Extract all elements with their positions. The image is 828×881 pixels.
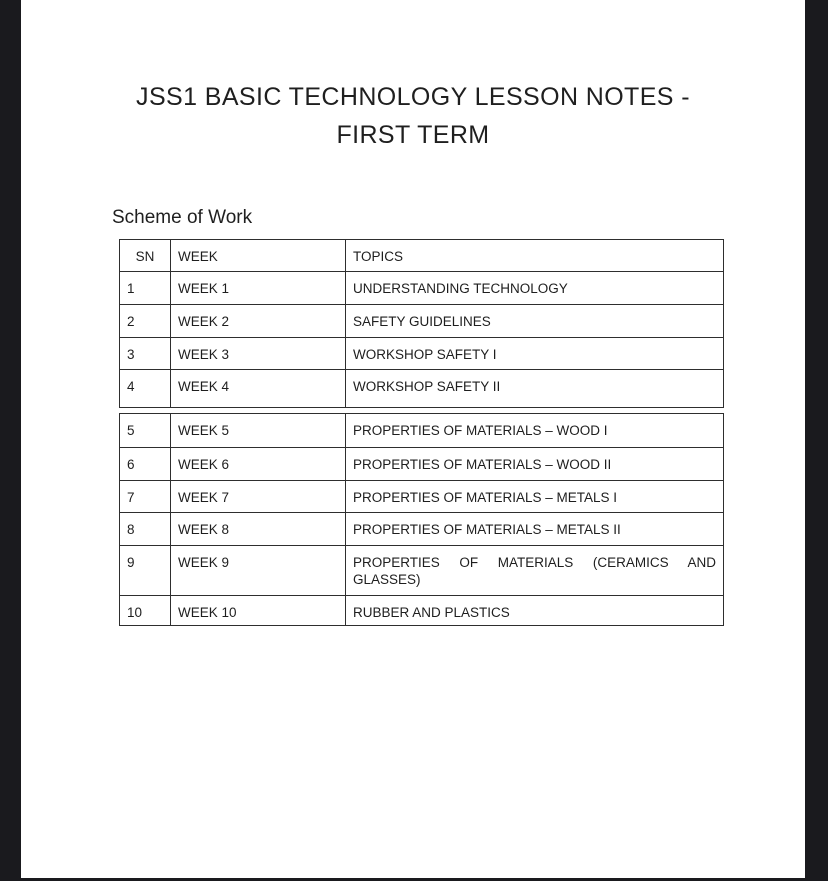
table-row [120, 272, 724, 305]
cell-topic: WORKSHOP SAFETY I [346, 338, 724, 370]
table-row [120, 338, 724, 370]
cell-sn: 7 [120, 481, 171, 513]
header-cell-sn: SN [120, 240, 171, 272]
cell-topic: SAFETY GUIDELINES [346, 305, 724, 338]
header-cell-topics: TOPICS [346, 240, 724, 272]
cell-week: WEEK 5 [171, 414, 346, 448]
table-row [120, 305, 724, 338]
cell-sn: 5 [120, 414, 171, 448]
table-row [120, 370, 724, 408]
cell-topic: PROPERTIES OF MATERIALS – METALS I [346, 481, 724, 513]
cell-topic: PROPERTIES OF MATERIALS – METALS II [346, 513, 724, 546]
cell-sn: 10 [120, 596, 171, 626]
table-row [120, 448, 724, 481]
cell-week: WEEK 10 [171, 596, 346, 626]
document-page [21, 0, 805, 878]
title-line-2: FIRST TERM [336, 121, 490, 149]
cell-topic: PROPERTIES OF MATERIALS (CERAMICS AND GLASSES) [346, 546, 724, 596]
cell-topic: UNDERSTANDING TECHNOLOGY [346, 272, 724, 305]
section-heading: Scheme of Work [112, 207, 253, 228]
cell-topic: WORKSHOP SAFETY II [346, 370, 724, 408]
scheme-of-work-table-upper [119, 239, 724, 408]
title-line-1: JSS1 BASIC TECHNOLOGY LESSON NOTES - [136, 83, 690, 111]
cell-week: WEEK 6 [171, 448, 346, 481]
cell-week: WEEK 7 [171, 481, 346, 513]
cell-week: WEEK 4 [171, 370, 346, 408]
table-row [120, 414, 724, 448]
table-row [120, 596, 724, 626]
header-cell-week: WEEK [171, 240, 346, 272]
table-header-row [120, 240, 724, 272]
cell-topic: RUBBER AND PLASTICS [346, 596, 724, 626]
document-title [21, 0, 805, 154]
cell-sn: 8 [120, 513, 171, 546]
cell-week: WEEK 8 [171, 513, 346, 546]
cell-week: WEEK 2 [171, 305, 346, 338]
cell-sn: 1 [120, 272, 171, 305]
table-row [120, 513, 724, 546]
cell-week: WEEK 3 [171, 338, 346, 370]
cell-sn: 6 [120, 448, 171, 481]
cell-week: WEEK 9 [171, 546, 346, 596]
cell-sn: 9 [120, 546, 171, 596]
cell-week: WEEK 1 [171, 272, 346, 305]
cell-topic: PROPERTIES OF MATERIALS – WOOD I [346, 414, 724, 448]
table-row [120, 546, 724, 596]
cell-sn: 3 [120, 338, 171, 370]
scheme-of-work-table-lower [119, 413, 724, 626]
table-row [120, 481, 724, 513]
cell-sn: 4 [120, 370, 171, 408]
cell-sn: 2 [120, 305, 171, 338]
cell-topic: PROPERTIES OF MATERIALS – WOOD II [346, 448, 724, 481]
